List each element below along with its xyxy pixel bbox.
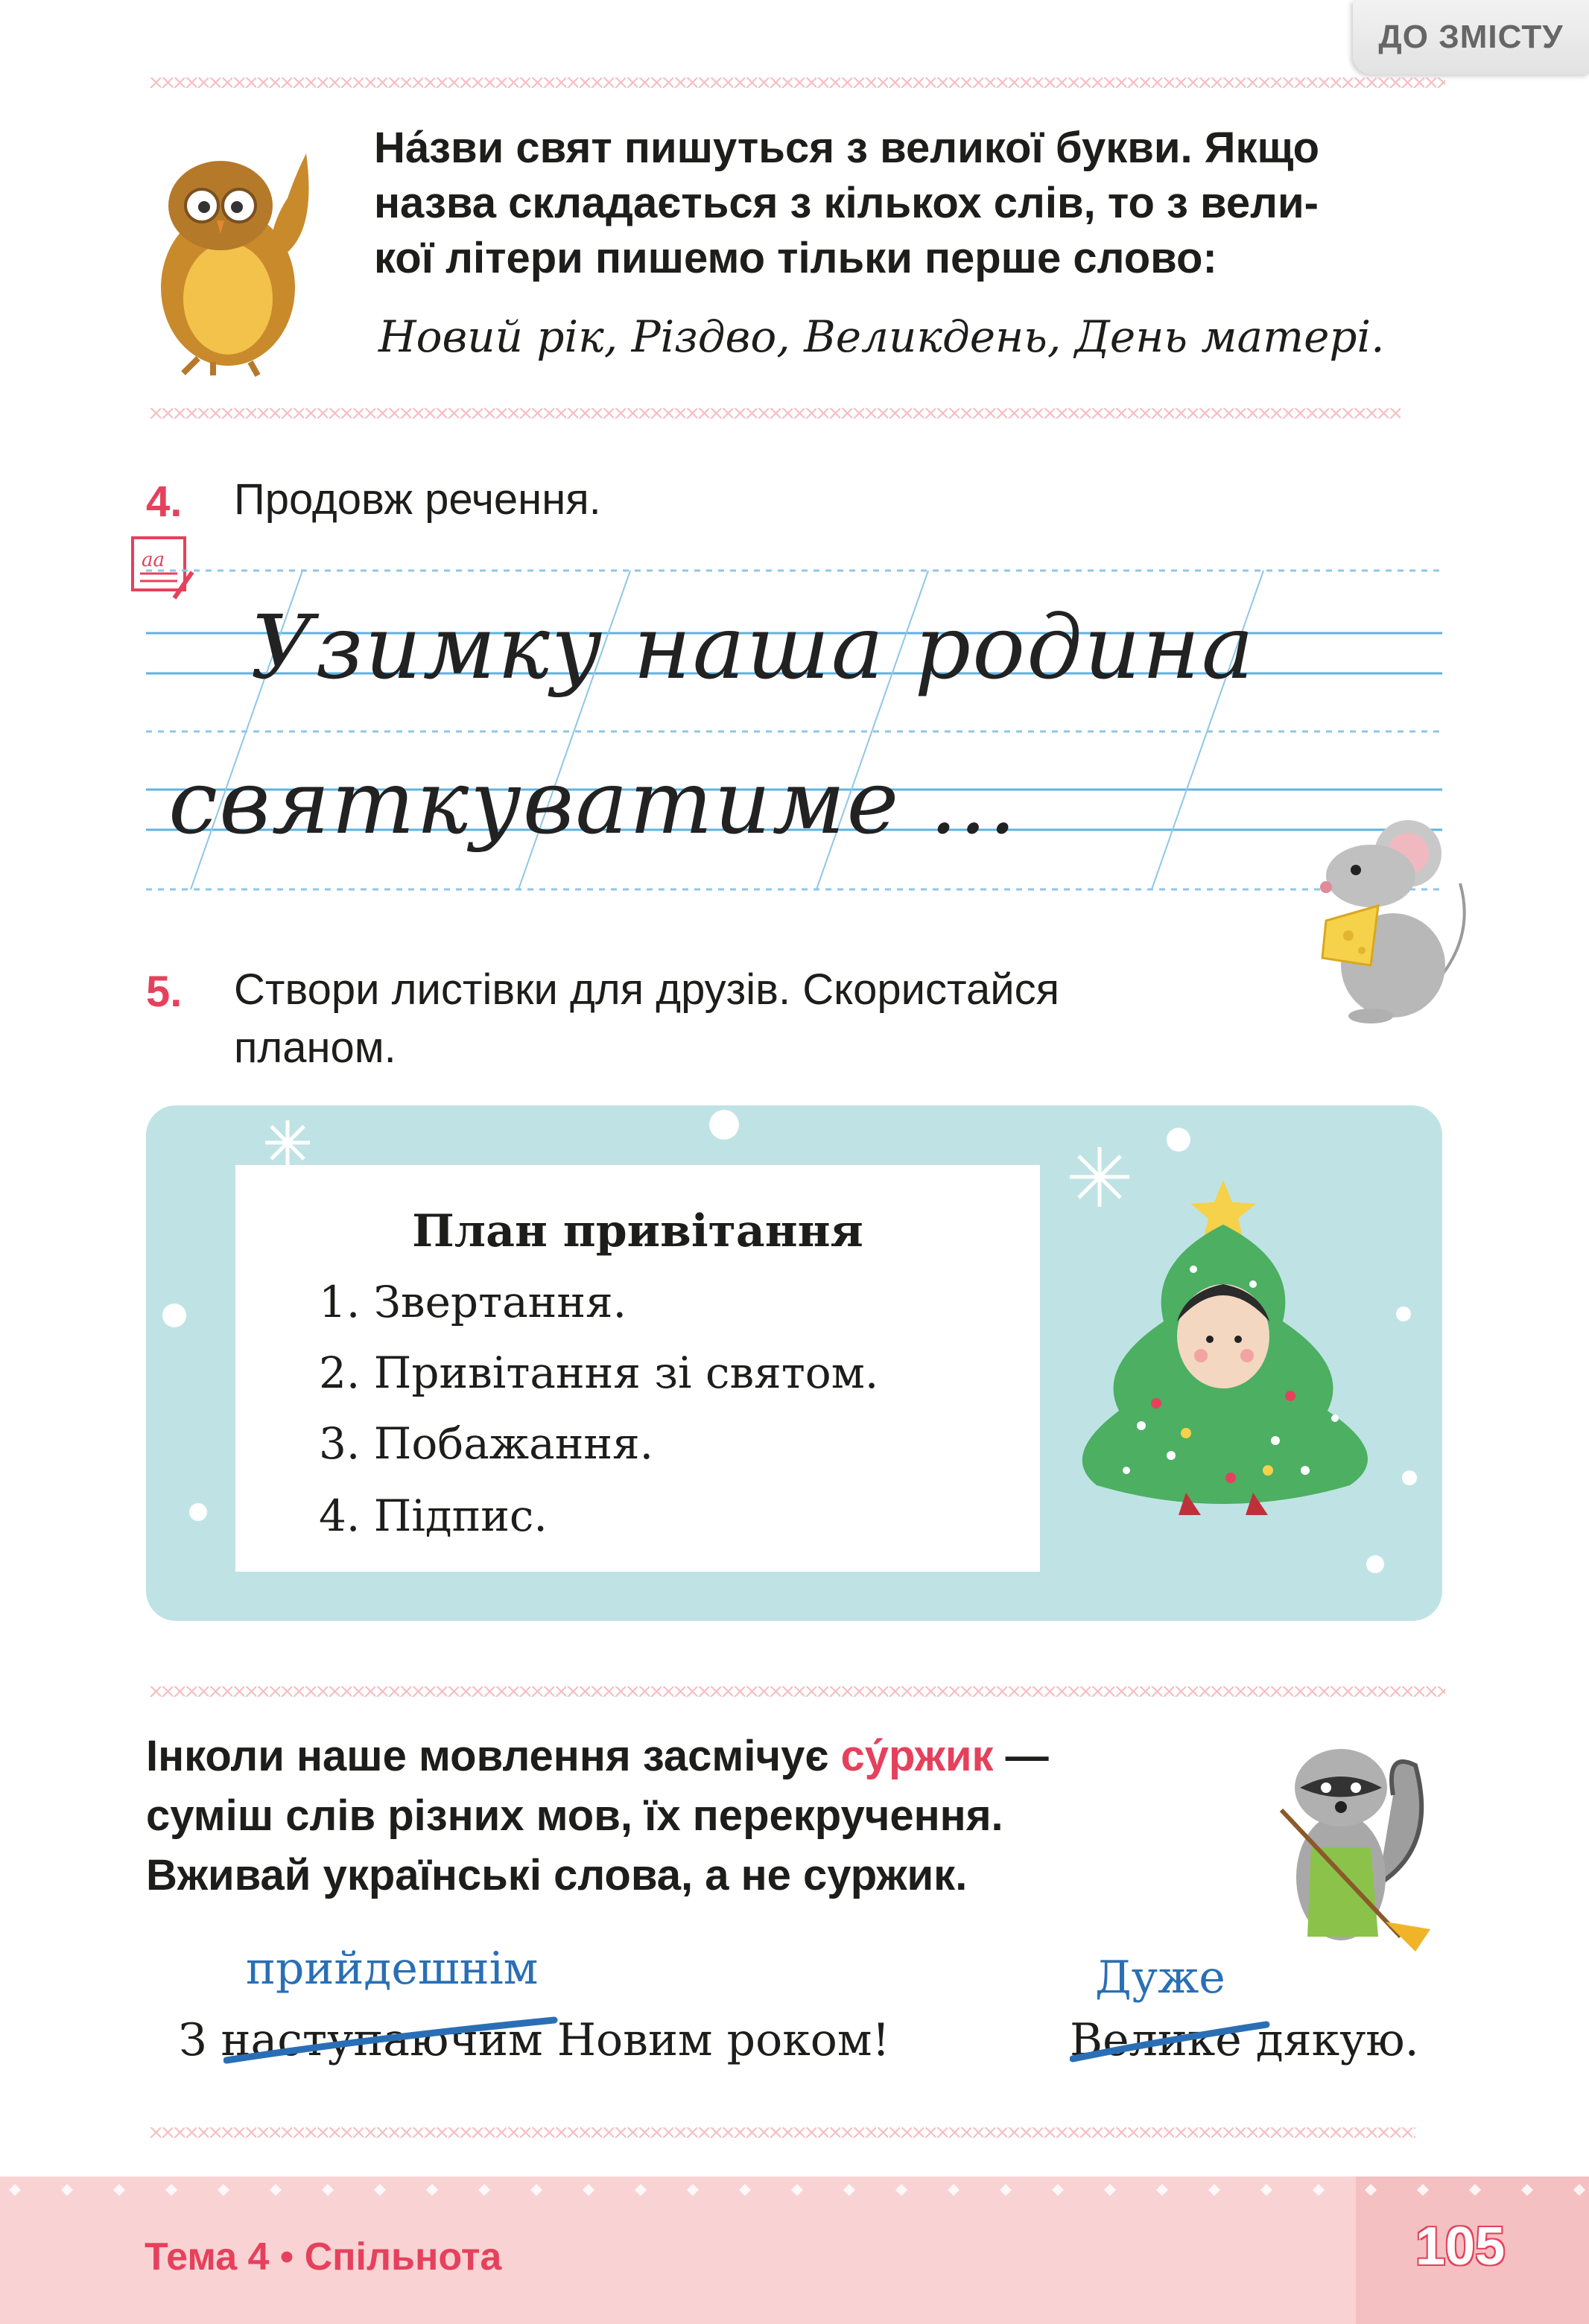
raccoon-illustration [1266,1736,1438,1952]
task-5-line-1: Створи листівки для друзів. Скористайся [234,965,1060,1014]
example-1-sentence: З наступаючим Новим роком! [179,2014,890,2066]
example-2-correction: Дуже [1095,1952,1225,2004]
example-1-correction: прийдешнім [246,1943,539,1995]
task-5-number: 5. [146,968,183,1016]
task-4-number: 4. [146,477,183,526]
surzhik-line-1-text: Інколи наше мовлення засмічує [146,1732,841,1780]
divider-surzhik-top [149,1686,1445,1697]
surzhik-word: су́ржик [840,1732,994,1780]
surzhik-line-2: суміш слів різних мов, їх перекручення. [146,1791,1003,1840]
svg-text:аа: аа [142,549,165,571]
greeting-plan-card [146,1105,1442,1621]
plan-item-3: 3. Побажання. [319,1418,654,1469]
task-5-text [234,961,1059,1077]
divider-bottom [149,2127,1415,2138]
page-number: 105 [1415,2217,1506,2276]
plan-item-4: 4. Підпис. [319,1490,548,1541]
divider-rule-bottom [149,408,1401,419]
christmas-tree-child-illustration [1052,1172,1395,1523]
rule-example: Новий рік, Різдво, Великдень, День матері. [378,311,1385,362]
surzhik-dash: — [993,1732,1049,1780]
example-2-sentence: Велике дякую. [1070,2014,1419,2066]
plan-title: План привітання [412,1205,863,1257]
plan-box [235,1165,1040,1572]
rule-line-2: назва складається з кількох слів, то з вели- [374,179,1319,227]
handwriting-line-1: Узимку наша родина [250,596,1256,699]
task-5-line-2: планом. [234,1023,396,1072]
surzhik-rule [146,1727,1049,1905]
rule-line-1: На́зви свят пишуться з великої букви. Якщо [374,124,1320,172]
footer-ornament [0,2177,1589,2206]
rule-line-3: кої літери пишемо тільки перше слово: [374,234,1217,282]
divider-top [149,77,1445,88]
rule-block [374,121,1319,286]
example-2-strikethrough [1070,2011,1278,2071]
contents-tab-button[interactable]: ДО ЗМІСТУ [1353,0,1589,74]
footer-topic: Тема 4 • Спільнота [145,2235,502,2279]
plan-item-2: 2. Привітання зі святом. [319,1347,879,1398]
surzhik-line-1 [146,1727,1049,1786]
owl-illustration [146,146,332,377]
example-1-strikethrough [223,2008,559,2068]
task-4-text: Продовж речення. [234,475,601,524]
surzhik-line-3: Вживай українські слова, а не суржик. [146,1851,968,1899]
handwriting-line-2: святкуватиме ... [168,751,1018,854]
plan-item-1: 1. Звертання. [319,1277,627,1327]
mouse-illustration [1296,816,1475,1025]
handwriting-lines [146,559,1442,901]
